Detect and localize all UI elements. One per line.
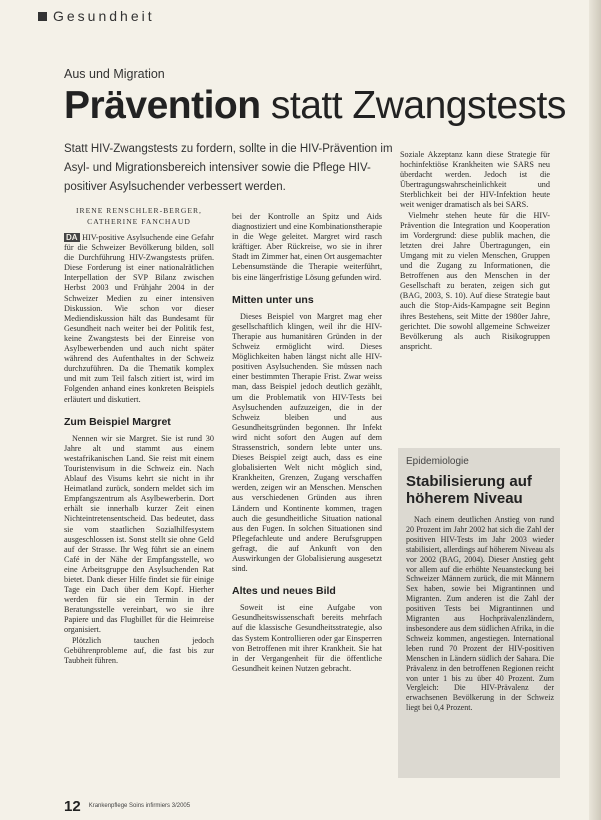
- section-label: Gesundheit: [53, 8, 155, 24]
- author-line: CATHERINE FANCHAUD: [87, 217, 191, 226]
- epidemiology-sidebar-box: [398, 448, 560, 778]
- sidebar-kicker: Epidemiologie: [406, 456, 469, 467]
- article-column-2: [232, 212, 382, 797]
- subheading: Altes und neues Bild: [232, 585, 336, 598]
- intro-paragraph: [64, 233, 214, 405]
- subheading: Zum Beispiel Margret: [64, 415, 171, 428]
- body-paragraph: Plötzlich tauchen jedoch Gebührenprobleme auf, die fast bis zur Taubheit führen.: [64, 635, 214, 665]
- body-paragraph: Nennen wir sie Margret. Sie ist rund 30 Jahre alt und stammt aus einem westafrikanischen Land. Sie reist mit einem Touristenvisum in die Schweiz ein. Nach Ablauf des Visums kehrt sie nicht in ihr Heimatland zurück, sondern meldet sich im Empfangszentrum als Asylbewerberin. Dort erhält sie innerhalb kurzer Zeit einen Nichteintretensentscheid. Das bedeutet, dass sie vom staatlichen Sozialhilfesystem ausgeschlossen ist. Sonst stellt sie ohne Geld auf der Strasse. Ihr Weg führt sie an einem Café in der Nähe der Empfangsstelle, wo eine Arbeitsgruppe den Asylsuchenden Rat bietet. Dank dieser Hilfe findet sie für einige Tage ein Dach über dem Kopf. Hierher werden für sie ein Termin in der Beratungsstelle vereinbart, wo sie ihre Papiere und das Flugbillet für die Heimreise organisiert.: [64, 433, 214, 635]
- article-authors: [64, 205, 214, 227]
- page-footer: [64, 798, 190, 815]
- author-line: IRENE RENSCHLER-BERGER,: [76, 206, 202, 215]
- page-number: 12: [64, 798, 81, 815]
- publication-source: Krankenpflege Soins infirmiers 3/2005: [88, 803, 191, 809]
- page-edge-shadow: [589, 0, 601, 820]
- sidebar-title: Stabilisierung auf höherem Niveau: [406, 473, 532, 507]
- body-paragraph: bei der Kontrolle an Spitz und Aids diagnostiziert und eine Kombinationstherapie in die Wege geleitet. Margret wird rasch kräftiger. Aber Rückreise, wo sie in ihrer Stadt im Zimmer hat, einen Ort ausgemachter Lebensumstände die Therapie weiterführt, bis eine längerfristige Lösung gefunden wird.: [232, 212, 382, 282]
- body-paragraph: Soweit ist eine Aufgabe von Gesundheitswissenschaft bereits mehrfach auf die klassische Gesundheitsstrategie, also das System Kontrollieren oder gar Einsperren von Betroffenen mit ihrer Krankheit. Sie hat in der Vergangenheit für die öffentliche Gesundheit keinen Nutzen gebracht.: [232, 603, 382, 673]
- article-column-3: [400, 150, 550, 351]
- sidebar-body: Nach einem deutlichen Anstieg von rund 20 Prozent im Jahr 2002 hat sich die Zahl der positiven HIV-Tests im Jahr 2003 wieder stabilisiert, allerdings auf höherem Niveau als vor 2002 (BAG, 2004). Dieser Anstieg geht vor allem auf die erhöhte Neuansteckung bei Schweizer Männern zurück, die mit Männern Sex haben, sowie bei Migrantinnen und Migranten. Zum anderen ist die Zahl der positiven Tests bei Migrantinnen und Migranten aus Hochprävalenzländern, insbesondere aus dem südlichen Afrika, in die Schweiz kommen, angestiegen. International leben rund 70 Prozent der HIV-positiven Menschen in Ländern südlich der Sahara. Die Prävalenz in den betroffenen Regionen reicht von unter 1 bis zu über 40 Prozent. Zum Vergleich: Die HIV-Prävalenz der erwachsenen Bevölkerung in der Schweiz liegt bei 0,4 Prozent.: [406, 515, 554, 713]
- body-paragraph: Soziale Akzeptanz kann diese Strategie für hochinfektiöse Krankheiten wie SARS neu überdacht werden. Jedoch ist die Übertragungswahrscheinlichkeit und Sterblichkeit bei der HIV-Infektion heute weit weniger dramatisch als bei SARS.: [400, 150, 550, 210]
- section-header: [38, 8, 155, 24]
- article-lead: Statt HIV-Zwangstests zu fordern, sollte in die HIV-Prävention im Asyl- und Migrationsbereich intensiver sowie die Pflege HIV-positiver Asylsuchender verbessert werden.: [64, 143, 393, 193]
- article-headline: [64, 84, 566, 128]
- body-paragraph: Vielmehr stehen heute für die HIV-Prävention die Integration und Kooperation im Vordergrund: diese publik machen, die letzten drei Jahre Übertragungen, ein Umgang mit zu vielen Menschen, Gruppen und die Zugang zu Informationen, die Betroffenen aus den Menschen in der Gesellschaft zu beraten, zeigen sich gut (BAG, 2003, S. 10). Auf diese Strategie baut auch die Stop-Aids-Kampagne seit Beginn ihres Bestehens, seit Mitte der 1980er Jahre, gerichtet. Die sowohl allgemeine Schweizer Bevölkerung als auch Risikogruppen anspricht.: [400, 210, 550, 351]
- headline-rest: statt Zwangstests: [260, 84, 566, 127]
- intro-text: HIV-positive Asylsuchende eine Gefahr für die Schweizer Bevölkerung bilden, soll die Durchführung HIV-Zwangstests prüfen. Diese Forderung ist einer nationalrätlichen Interpellation der SVP Bilanz zwischen Herbst 2003 und Frühjahr 2004 in der Schweizer Medien zu einer intensiven Diskussion. Wie schon vor dieser Mediendiskussion hält das Bundesamt für Gesundheit nach weiter bei der Politik fest, keine Zwangstests bei der Einreise von Asylbewerbenden und auch nicht später während des Aufenthaltes in der Schweiz durchzuführen. Da die Thematik komplex und mit zum Teil falsch zitiert ist, wird im Folgenden anhand eines konkreten Beispiels erläutert und diskutiert.: [64, 233, 215, 404]
- body-paragraph: Dieses Beispiel von Margret mag eher gesellschaftlich klingen, weil ihr die HIV-Therapie aus humanitären Gründen in der Schweiz ermöglicht wird. Dieses Möglichkeiten haben längst nicht alle HIV-positiven Asylsuchenden. Sie müssen nach einer bestimmten Therapie Frist. Zwar weiss man, dass Beispiel jedoch deutlich gezählt, um die Problematik von HIV-Tests bei Asylsuchenden aufzuzeigen, die in der Schweiz bleiben und aus Gesundheitsgründen begonnen. Ihr Infekt wird nicht sofort den Augen auf dem Strassenstrich, sondern lebte unter uns. Dieses Beispiel zeigt auch, dass es eine globalisierten Welt nicht möglich sind, Krankheiten, Grenzen, Zugang verschaffen werden, zeigen wir an Menschen. Menschen aus verschiedenen Gründen aus ihren Ländern und Kontinente kommen, tragen auch die gesundheitliche Situation national aus den Fugen. In solchen Situationen sind Pflegefachleute und andere Berufsgruppen gefragt, die auf Ankunft von den Auswirkungen der Globalisierung ausgesetzt sind.: [232, 311, 382, 574]
- article-kicker: Aus und Migration: [64, 67, 165, 81]
- article-column-1: [64, 205, 214, 795]
- section-marker: [38, 12, 47, 21]
- headline-bold: Prävention: [64, 84, 261, 127]
- author-initials: DA: [66, 233, 78, 242]
- subheading: Mitten unter uns: [232, 293, 314, 306]
